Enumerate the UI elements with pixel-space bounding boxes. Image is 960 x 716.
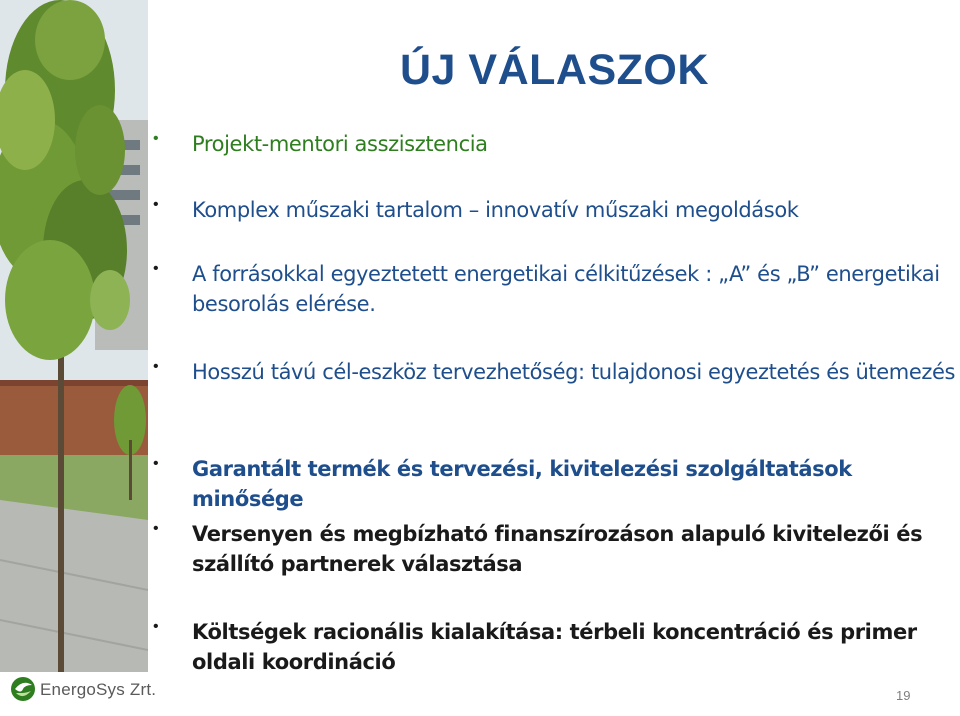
bullet-text: Költségek racionális kialakítása: térbeli koncentráció és primer oldali koordináció	[192, 620, 917, 674]
slide-title: ÚJ VÁLASZOK	[400, 46, 709, 94]
bullet-dot-icon: •	[153, 520, 159, 537]
tree-photo	[0, 0, 148, 672]
bullet-dot-icon: •	[153, 130, 159, 147]
energosys-logo-icon	[10, 676, 36, 702]
bullet-text: Versenyen és megbízható finanszírozáson alapuló kivitelezői és szállító partnerek választása	[192, 522, 923, 576]
bullet-dot-icon: •	[153, 618, 159, 635]
bullet-dot-icon: •	[153, 358, 159, 375]
bullet-dot-icon: •	[153, 455, 159, 472]
bullet-dot-icon: •	[153, 260, 159, 277]
bullet-text: Projekt-mentori asszisztencia	[192, 132, 488, 156]
bullet-text: A forrásokkal egyeztetett energetikai célkitűzések : „A” és „B” energetikai besorolás elérése.	[192, 262, 940, 316]
bullet-text: Komplex műszaki tartalom – innovatív műszaki megoldások	[192, 198, 799, 222]
bullet-dot-icon: •	[153, 196, 159, 213]
bullet-text: Garantált termék és tervezési, kivitelezési szolgáltatások minősége	[192, 457, 852, 511]
bullet-text: Hosszú távú cél-eszköz tervezhetőség: tulajdonosi egyeztetés és ütemezés	[192, 360, 956, 384]
page-number: 19	[896, 688, 911, 703]
logo-text: EnergoSys Zrt.	[40, 680, 157, 699]
